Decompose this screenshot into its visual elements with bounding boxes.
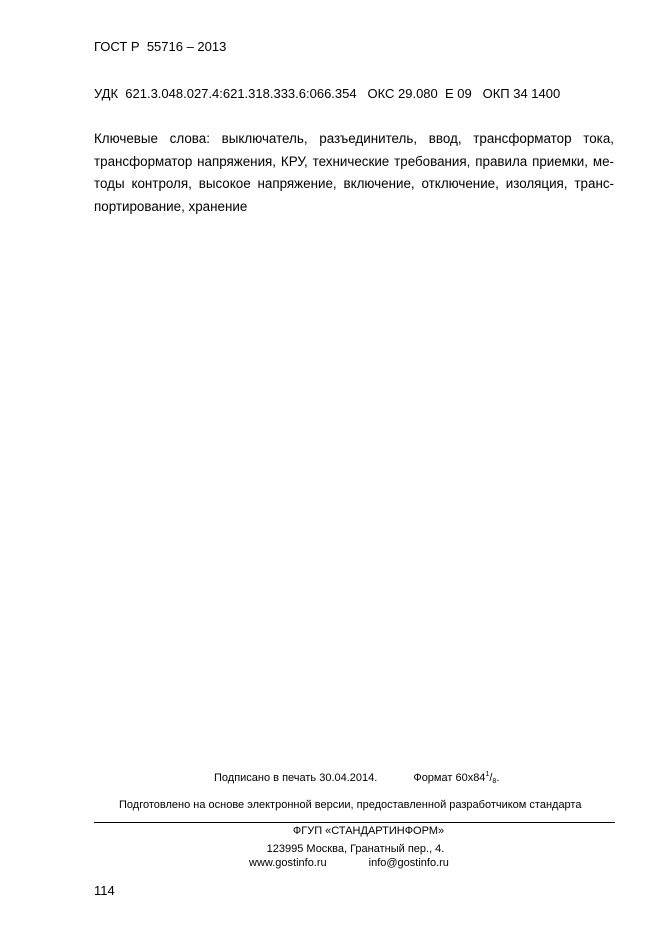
email-link[interactable]: info@gostinfo.ru <box>368 857 449 869</box>
okp-code: ОКП 34 1400 <box>482 86 561 101</box>
signed-line <box>214 771 499 785</box>
page-number: 114 <box>94 883 115 898</box>
paper-format: Формат $60х84^1/_8$. <box>413 771 500 785</box>
publisher-contacts <box>249 857 449 869</box>
oks-code: ОКС 29.080 <box>367 86 438 101</box>
keywords-paragraph: Ключевые слова: выключатель, разъединитель, ввод, трансформатор тока, трансформатор напряжения, КРУ, технические требования, правила приемки, методы контроля, высокое напряжение, включение, отключение, изоляция, транспортирование, хранение <box>94 131 614 214</box>
classification-line <box>94 86 560 101</box>
paper-format-suffix: . <box>496 772 500 784</box>
signed-date: Подписано в печать 30.04.2014. <box>214 772 378 784</box>
e-code: Е 09 <box>445 86 472 101</box>
publisher-address: 123995 Москва, Гранатный пер., 4. <box>266 843 445 855</box>
standard-code: ГОСТ Р 55716 – 2013 <box>94 39 227 54</box>
paper-format-numerator: 1 <box>485 771 490 778</box>
publisher-name: ФГУП «СТАНДАРТИНФОРМ» <box>292 825 445 837</box>
udk-code: УДК 621.3.048.027.4:621.318.333.6:066.354 <box>94 86 357 101</box>
paper-format-label: Формат 60х84 <box>413 772 486 784</box>
divider-line <box>94 822 615 823</box>
website-link[interactable]: www.gostinfo.ru <box>249 857 327 869</box>
paper-format-denominator: 8 <box>492 778 497 785</box>
prepared-note: Подготовлено на основе электронной версии, предоставленной разработчиком стандарта <box>119 799 582 811</box>
